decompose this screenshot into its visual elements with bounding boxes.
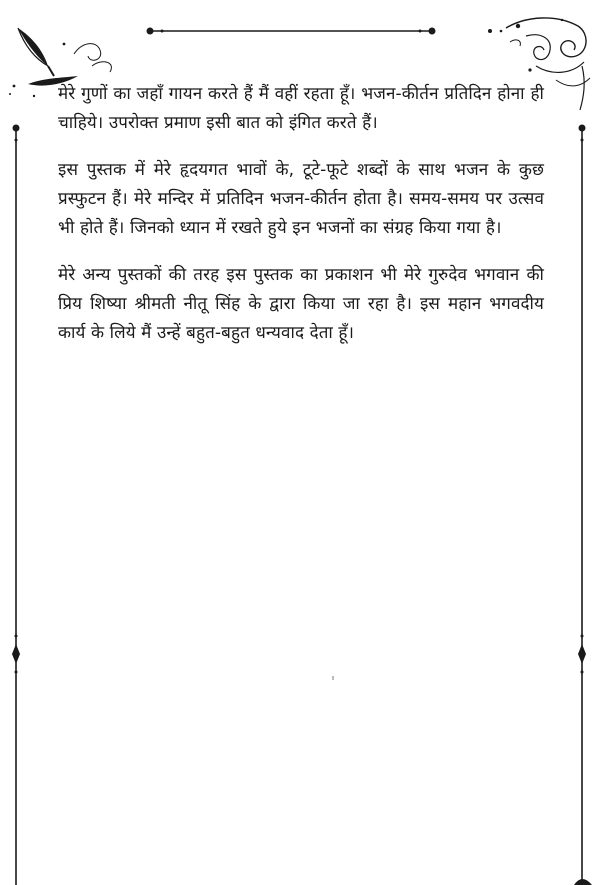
paragraph-1: मेरे गुणों का जहाँ गायन करते हैं मैं वहीं रहता हूँ। भजन-कीर्तन प्रतिदिन होना ही चाहिये। उपरोक्त प्रमाण इसी बात को इंगित करते हैं। <box>58 84 544 133</box>
paragraph-3: मेरे अन्य पुस्तकों की तरह इस पुस्तक का प्रकाशन भी मेरे गुरुदेव भगवान की प्रिय शिष्या श्रीमती नीतू सिंह के द्वारा किया जा रहा है। इस महान भगवदीय कार्य के लिये मैं उन्हें बहुत-बहुत धन्यवाद देता हूँ। <box>58 265 544 343</box>
paragraph-2: इस पुस्तक में मेरे हृदयगत भावों के, टूटे-फूटे शब्दों के साथ भजन के कुछ प्रस्फुटन हैं। मेरे मन्दिर में प्रतिदिन भजन-कीर्तन होता है। समय-समय पर उत्सव भी होते हैं। जिनको ध्यान में रखते हुये इन भजनों का संग्रह किया गया है। <box>58 160 544 238</box>
scan-speck <box>332 676 334 680</box>
body-text <box>58 80 544 366</box>
